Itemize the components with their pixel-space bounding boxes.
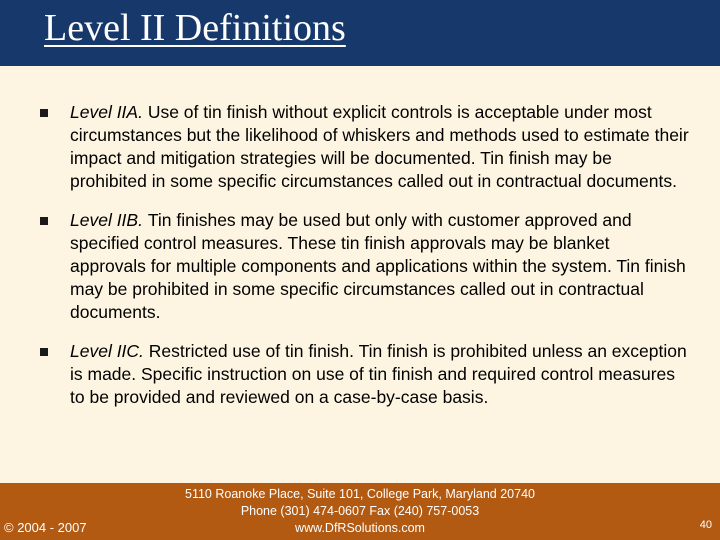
title-bar [0, 0, 720, 66]
definition-term: Level IIC. [70, 341, 149, 361]
square-bullet-icon [40, 109, 48, 117]
list-item [40, 101, 690, 193]
square-bullet-icon [40, 348, 48, 356]
definition-term: Level IIA. [70, 102, 148, 122]
address-line: 5110 Roanoke Place, Suite 101, College Park, Maryland 20740 [185, 487, 535, 501]
footer-address [160, 486, 560, 537]
definition-text: Restricted use of tin finish. Tin finish is prohibited unless an exception is made. Specific instruction on use of tin finish and required control measures to be provided and reviewed on a case-by-case basis. [70, 341, 687, 407]
list-item [40, 209, 690, 324]
footer-bar [0, 483, 720, 540]
page-number: 40 [699, 519, 712, 531]
slide-title: Level II Definitions [44, 7, 346, 49]
copyright-text: © 2004 - 2007 [4, 520, 87, 535]
definition-text: Tin finishes may be used but only with customer approved and specified control measures. These tin finish approvals may be blanket approvals for multiple components and applications within the system. Tin finish may be prohibited in some specific circumstances called out in contractual documents. [70, 210, 686, 322]
definitions-list [40, 101, 690, 425]
square-bullet-icon [40, 217, 48, 225]
definition-term: Level IIB. [70, 210, 148, 230]
list-item [40, 340, 690, 409]
phone-fax-line: Phone (301) 474-0607 Fax (240) 757-0053 [240, 504, 480, 518]
website-link[interactable]: www.DfRSolutions.com [295, 521, 425, 535]
definition-text: Use of tin finish without explicit controls is acceptable under most circumstances but the likelihood of whiskers and methods used to estimate their impact and mitigation strategies will be documented. Tin finish may be prohibited in some specific circumstances called out in contractual documents. [70, 102, 689, 191]
